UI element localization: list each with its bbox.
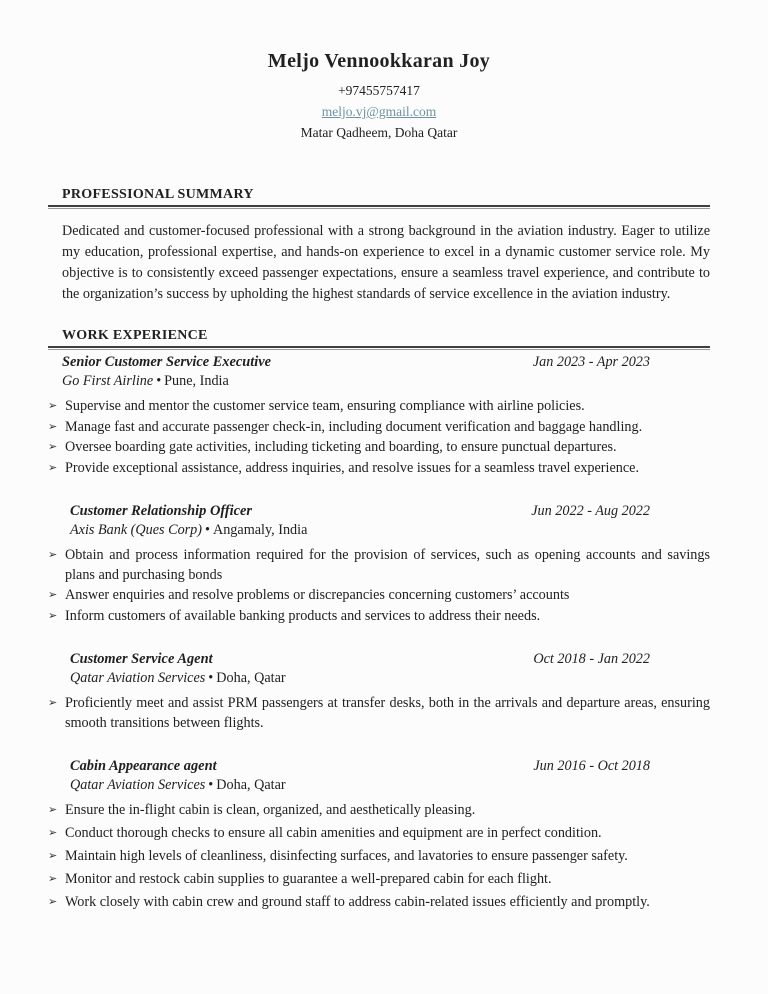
- bullet-item: [48, 694, 710, 733]
- job-location: Pune, India: [164, 373, 229, 389]
- section-divider: [48, 205, 710, 209]
- email-link[interactable]: meljo.vj@gmail.com: [321, 104, 437, 119]
- bullet-text: Manage fast and accurate passenger check-in, including document verification and baggage handling.: [65, 418, 643, 435]
- bullet-text: Inform customers of available banking products and services to address their needs.: [65, 607, 541, 624]
- experience-section: [48, 328, 710, 913]
- arrow-bullet-icon: ➢: [48, 549, 58, 561]
- bullet-item: [48, 870, 710, 890]
- job-entry: [48, 354, 710, 478]
- job-entry: [48, 758, 710, 913]
- section-divider: [48, 346, 710, 350]
- job-head: [48, 758, 710, 775]
- arrow-bullet-icon: ➢: [48, 441, 58, 453]
- arrow-bullet-icon: ➢: [48, 609, 58, 622]
- job-company: Qatar Aviation Services: [70, 777, 206, 793]
- job-company: Axis Bank (Ques Corp): [70, 522, 202, 538]
- bullet-item: [48, 586, 710, 606]
- bullet-item: [48, 546, 710, 585]
- bullet-item: [48, 824, 710, 844]
- job-bullet-list: [48, 546, 710, 626]
- company-location-separator: •: [156, 373, 162, 389]
- job-location: Doha, Qatar: [216, 670, 286, 686]
- bullet-text: Proficiently meet and assist PRM passengers at transfer desks, both in the arrivals and departure areas, ensuring smooth transitions between flights.: [65, 695, 710, 731]
- job-dates: Jan 2023 - Apr 2023: [532, 354, 650, 370]
- job-dates: Oct 2018 - Jan 2022: [533, 651, 650, 667]
- company-location-separator: •: [208, 670, 214, 686]
- job-title: Senior Customer Service Executive: [62, 354, 272, 370]
- arrow-bullet-icon: ➢: [48, 697, 58, 709]
- bullet-item: [48, 893, 710, 913]
- bullet-text: Oversee boarding gate activities, including ticketing and boarding, to ensure punctual departures.: [65, 439, 617, 455]
- arrow-bullet-icon: ➢: [48, 461, 58, 474]
- experience-section-title: WORK EXPERIENCE: [62, 328, 208, 343]
- bullet-item: [48, 438, 710, 458]
- job-company: Qatar Aviation Services: [70, 670, 206, 686]
- company-location-separator: •: [208, 777, 214, 793]
- job-location: Angamaly, India: [212, 522, 308, 538]
- bullet-item: [48, 397, 710, 417]
- job-dates: Jun 2016 - Oct 2018: [533, 758, 650, 774]
- job-bullet-list: [48, 801, 710, 913]
- bullet-text: Answer enquiries and resolve problems or discrepancies concerning customers’ accounts: [65, 587, 570, 603]
- email-row: [48, 101, 710, 122]
- bullet-text: Provide exceptional assistance, address inquiries, and resolve issues for a seamless travel experience.: [65, 459, 640, 476]
- bullet-item: [48, 418, 710, 438]
- phone-number: +97455757417: [338, 83, 420, 98]
- job-head: [48, 354, 710, 371]
- job-company: Go First Airline: [62, 373, 154, 389]
- bullet-item: [48, 801, 710, 821]
- job-head: [48, 651, 710, 668]
- bullet-text: Obtain and process information required for the provision of services, such as opening accounts and savings plans and purchasing bonds: [65, 547, 710, 583]
- location-text: Matar Qadheem, Doha Qatar: [300, 125, 458, 140]
- resume-header: [48, 50, 710, 143]
- bullet-item: [48, 607, 710, 627]
- job-company-line: [48, 777, 710, 794]
- job-title: Cabin Appearance agent: [70, 758, 217, 774]
- bullet-text: Conduct thorough checks to ensure all cabin amenities and equipment are in perfect condition.: [65, 825, 602, 841]
- arrow-bullet-icon: ➢: [48, 873, 58, 885]
- job-head: [48, 503, 710, 520]
- bullet-text: Supervise and mentor the customer service team, ensuring compliance with airline policies.: [65, 398, 585, 414]
- arrow-bullet-icon: ➢: [48, 589, 58, 601]
- person-name: Meljo Vennookkaran Joy: [267, 50, 491, 72]
- bullet-text: Ensure the in-flight cabin is clean, organized, and aesthetically pleasing.: [65, 802, 476, 818]
- job-entry: [48, 651, 710, 733]
- arrow-bullet-icon: ➢: [48, 420, 58, 433]
- arrow-bullet-icon: ➢: [48, 804, 58, 816]
- summary-section: [48, 187, 710, 305]
- arrow-bullet-icon: ➢: [48, 896, 58, 908]
- job-location: Doha, Qatar: [216, 777, 286, 793]
- job-company-line: [48, 373, 710, 390]
- job-bullet-list: [48, 397, 710, 478]
- job-bullet-list: [48, 694, 710, 733]
- arrow-bullet-icon: ➢: [48, 850, 58, 862]
- company-location-separator: •: [205, 522, 210, 538]
- job-title: Customer Service Agent: [70, 651, 213, 667]
- bullet-text: Maintain high levels of cleanliness, disinfecting surfaces, and lavatories to ensure passenger safety.: [65, 848, 628, 864]
- job-title: Customer Relationship Officer: [70, 503, 253, 519]
- job-company-line: [48, 670, 710, 687]
- arrow-bullet-icon: ➢: [48, 827, 58, 839]
- bullet-text: Monitor and restock cabin supplies to guarantee a well-prepared cabin for each flight.: [65, 871, 552, 887]
- bullet-item: [48, 459, 710, 479]
- job-dates: Jun 2022 - Aug 2022: [531, 503, 650, 519]
- arrow-bullet-icon: ➢: [48, 400, 58, 412]
- summary-paragraph: Dedicated and customer-focused professional with a strong background in the aviation industry. Eager to utilize my education, professional expertise, and hands-on experience to excel in a dynamic customer service role. My objective is to consistently exceed passenger expectations, ensure a seamless travel experience, and contribute to the organization’s success by upholding the highest standards of service excellence in the aviation industry.: [62, 223, 710, 302]
- bullet-text: Work closely with cabin crew and ground staff to address cabin-related issues efficiently and promptly.: [65, 894, 650, 910]
- job-entry: [48, 503, 710, 626]
- bullet-item: [48, 847, 710, 867]
- job-company-line: [48, 522, 710, 539]
- summary-section-title: PROFESSIONAL SUMMARY: [62, 187, 254, 202]
